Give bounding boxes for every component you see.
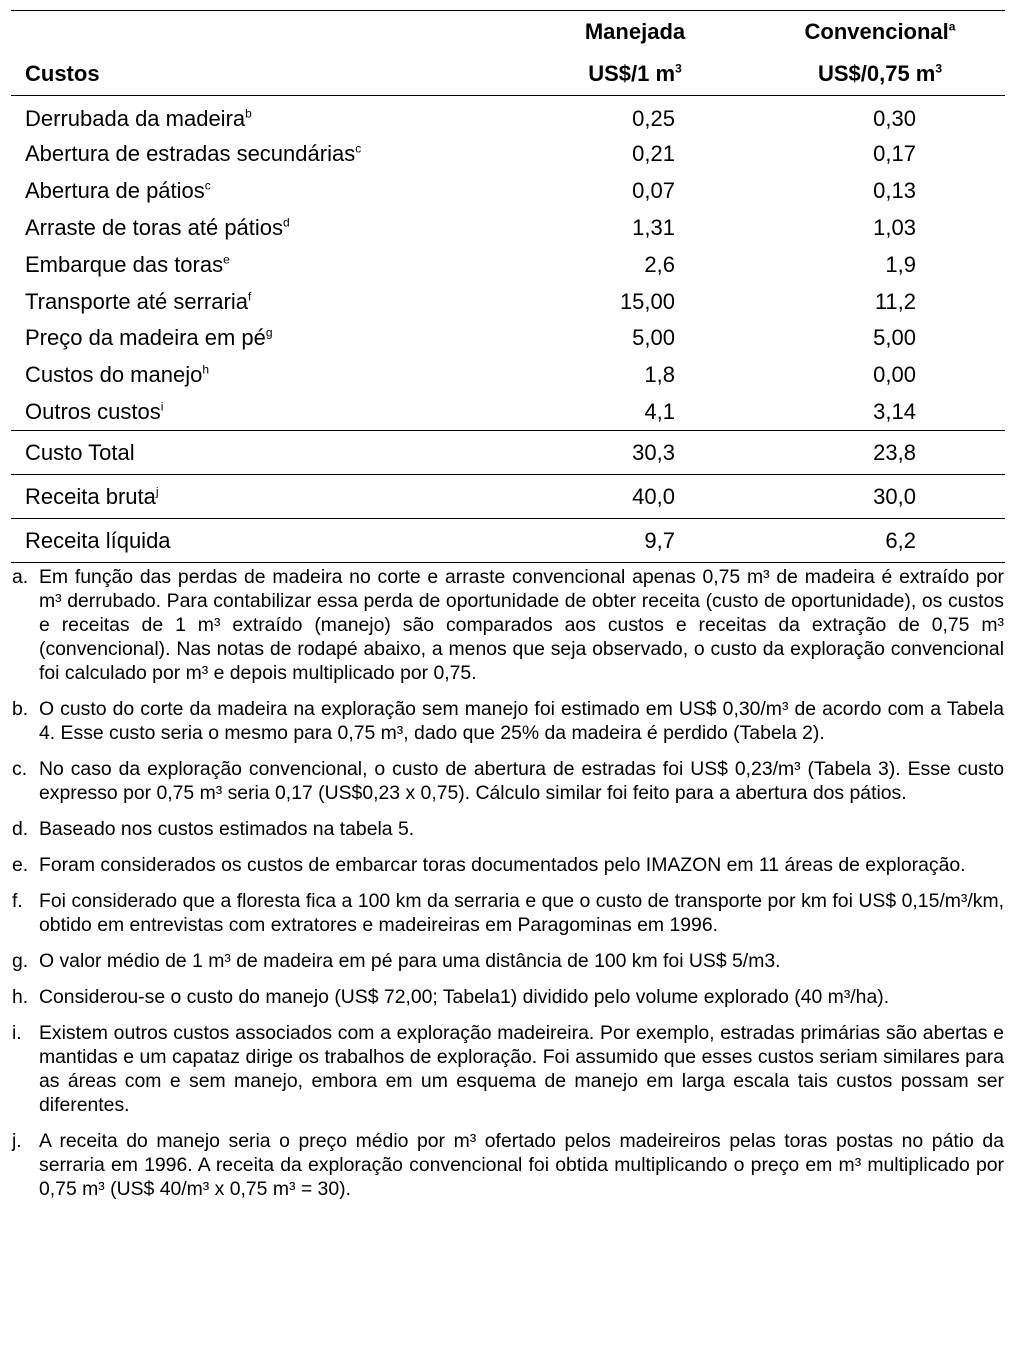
row-label: Receita bruta$^j$ xyxy=(11,475,515,519)
footnote xyxy=(12,985,1004,1009)
footnote xyxy=(12,817,1004,841)
total-row xyxy=(11,475,1005,519)
table-row xyxy=(11,96,1005,137)
row-manejada: 4,1 xyxy=(644,398,675,424)
footnotes xyxy=(12,565,1004,1213)
table-header xyxy=(11,11,1005,96)
footnote-text: Existem outros custos associados com a exploração madeireira. Por exemplo, estradas primárias são abertas e mantidas e um capataz dirige os trabalhos de exploração. Foi assumido que esses custos seriam similares para as áreas com e sem manejo, embora em um esquema de manejo em larga escala tais custos possam ser diferentes. xyxy=(39,1022,1004,1116)
table-row xyxy=(11,357,1005,394)
footnote-text: Baseado nos custos estimados na tabela 5. xyxy=(39,818,415,840)
row-label: Custo Total xyxy=(11,431,515,475)
footnote xyxy=(12,889,1004,937)
header-row-1 xyxy=(11,11,1005,46)
row-label-sup: f xyxy=(247,289,252,304)
footnote-label: d. xyxy=(12,818,29,840)
total-row xyxy=(11,431,1005,475)
row-convencional: 1,03 xyxy=(873,214,916,240)
footnote-label: f. xyxy=(12,890,23,912)
row-label: Receita líquida xyxy=(11,519,515,563)
header-convencional-sup: a xyxy=(948,19,956,34)
row-label: Outros custos$^i$ xyxy=(25,398,164,424)
row-convencional: 0,30 xyxy=(873,106,916,131)
table-row xyxy=(11,136,1005,173)
footnote-text: Em função das perdas de madeira no corte e arraste convencional apenas 0,75 m³ de madeira é extraído por m³ derrubado. Para contabilizar essa perda de oportunidade de obter receita (custo de oportunidade), os custos e receitas de 1 m³ extraído (manejo) são comparados aos custos e receitas da extração de 0,75 m³ (convencional). Nas notas de rodapé abaixo, a menos que seja observado, o custo da exploração convencional foi calculado por m³ e depois multiplicado por 0,75. xyxy=(39,566,1004,684)
row-label-sup: j xyxy=(155,484,159,499)
row-label-sup: b xyxy=(245,106,252,121)
row-manejada: 0,21 xyxy=(632,141,675,167)
row-label: Abertura de estradas secundárias$^c$ xyxy=(25,141,362,167)
row-manejada: 40,0 xyxy=(515,475,755,519)
total-row xyxy=(11,519,1005,563)
header-manejada: Manejada xyxy=(515,11,755,46)
footnote xyxy=(12,1021,1004,1117)
footnote-text: Foi considerado que a floresta fica a 100 km da serraria e que o custo de transporte por km foi US$ 0,15/m³/km, obtido em entrevistas com extratores e madeireiras em Paragominas em 1996. xyxy=(39,890,1004,936)
row-convencional: 0,13 xyxy=(873,178,916,204)
table-row xyxy=(11,394,1005,431)
footnote-label: a. xyxy=(12,566,29,588)
row-label-sup: h xyxy=(202,362,210,377)
row-label: Abertura de pátios$^c$ xyxy=(25,178,211,204)
header-spacer xyxy=(11,11,515,46)
footnote xyxy=(12,949,1004,973)
footnote-label: e. xyxy=(12,854,29,876)
row-manejada: 0,25 xyxy=(632,106,675,131)
row-label: Custos do manejo$^h$ xyxy=(25,362,210,388)
row-manejada: 1,31 xyxy=(632,214,675,240)
footnote-label: g. xyxy=(12,950,29,972)
footnote-text: O valor médio de 1 m³ de madeira em pé para uma distância de 100 km foi US$ 5/m3. xyxy=(39,950,781,972)
row-manejada: 0,07 xyxy=(632,178,675,204)
footnote-text: No caso da exploração convencional, o custo de abertura de estradas foi US$ 0,23/m³ (Tabela 3). Esse custo expresso por 0,75 m³ seria 0,17 (US$0,23 x 0,75). Cálculo similar foi feito para a abertura dos pátios. xyxy=(39,758,1004,804)
footnote-label: h. xyxy=(12,986,29,1008)
row-convencional: 0,17 xyxy=(873,141,916,167)
row-label: Preço da madeira em $pé^g$ xyxy=(25,325,273,351)
footnote-label: b. xyxy=(12,698,29,720)
footnote xyxy=(12,697,1004,745)
footnote-text: A receita do manejo seria o preço médio por m³ ofertado pelos madeireiros pelas toras postas no pátio da serraria em 1996. A receita da exploração convencional foi obtida multiplicando o preço em m³ multiplicado por 0,75 m³ (US$ 40/m³ x 0,75 m³ = 30). xyxy=(39,1130,1004,1200)
footnote-label: j. xyxy=(12,1130,22,1152)
row-label: Arraste de toras até pátios$^d$ xyxy=(25,214,290,240)
footnote-label: c. xyxy=(12,758,28,780)
table-row xyxy=(11,246,1005,283)
footnote xyxy=(12,1129,1004,1201)
header-manejada-unit: US$/1 $m^3$ xyxy=(515,45,755,96)
footnote-text: Foram considerados os custos de embarcar toras documentados pelo IMAZON em 11 áreas de exploração. xyxy=(39,854,966,876)
header-row-2 xyxy=(11,45,1005,96)
row-label-sup: d xyxy=(283,215,290,230)
header-convencional: Convencional$^a$ xyxy=(755,11,1005,46)
row-convencional: 30,0 xyxy=(755,475,1005,519)
row-label: Embarque das toras$^e$ xyxy=(25,251,230,277)
footnote xyxy=(12,565,1004,685)
footnote xyxy=(12,757,1004,805)
row-convencional: 11,2 xyxy=(874,288,916,314)
row-convencional: 1,9 xyxy=(885,251,916,277)
row-manejada: 2,6 xyxy=(644,251,675,277)
row-label-sup: i xyxy=(160,399,164,414)
row-convencional: 5,00 xyxy=(873,325,916,351)
cost-table xyxy=(11,10,1005,563)
row-manejada: 15,00 xyxy=(619,288,675,314)
header-custos: Custos xyxy=(11,45,515,96)
footnote xyxy=(12,853,1004,877)
row-convencional: 6,2 xyxy=(755,519,1005,563)
row-convencional: 0,00 xyxy=(873,362,916,388)
cost-totals xyxy=(11,431,1005,563)
row-manejada: 5,00 xyxy=(632,325,675,351)
table-row xyxy=(11,173,1005,210)
row-convencional: 3,14 xyxy=(873,398,916,424)
row-manejada: 9,7 xyxy=(515,519,755,563)
row-label-sup: c xyxy=(204,178,211,193)
row-label-sup: g xyxy=(265,326,273,341)
cost-items xyxy=(11,96,1005,431)
row-label: Transporte até serraria$^f$ xyxy=(25,288,252,314)
row-label-sup: c xyxy=(355,142,362,157)
footnote-text: O custo do corte da madeira na exploração sem manejo foi estimado em US$ 0,30/m³ de acordo com a Tabela 4. Esse custo seria o mesmo para 0,75 m³, dado que 25% da madeira é perdido (Tabela 2). xyxy=(39,698,1004,744)
header-convencional-unit: US$/0,75 $m^3$ xyxy=(755,45,1005,96)
footnote-label: i. xyxy=(12,1022,22,1044)
table-row xyxy=(11,210,1005,247)
row-manejada: 1,8 xyxy=(644,362,675,388)
footnote-text: Considerou-se o custo do manejo (US$ 72,00; Tabela1) dividido pelo volume explorado (40 m³/ha). xyxy=(39,986,890,1008)
row-label: Derrubada da madeira$^b$ xyxy=(25,106,252,131)
table-row xyxy=(11,320,1005,357)
row-convencional: 23,8 xyxy=(755,431,1005,475)
row-manejada: 30,3 xyxy=(515,431,755,475)
row-label-sup: e xyxy=(223,252,230,267)
table-row xyxy=(11,283,1005,320)
